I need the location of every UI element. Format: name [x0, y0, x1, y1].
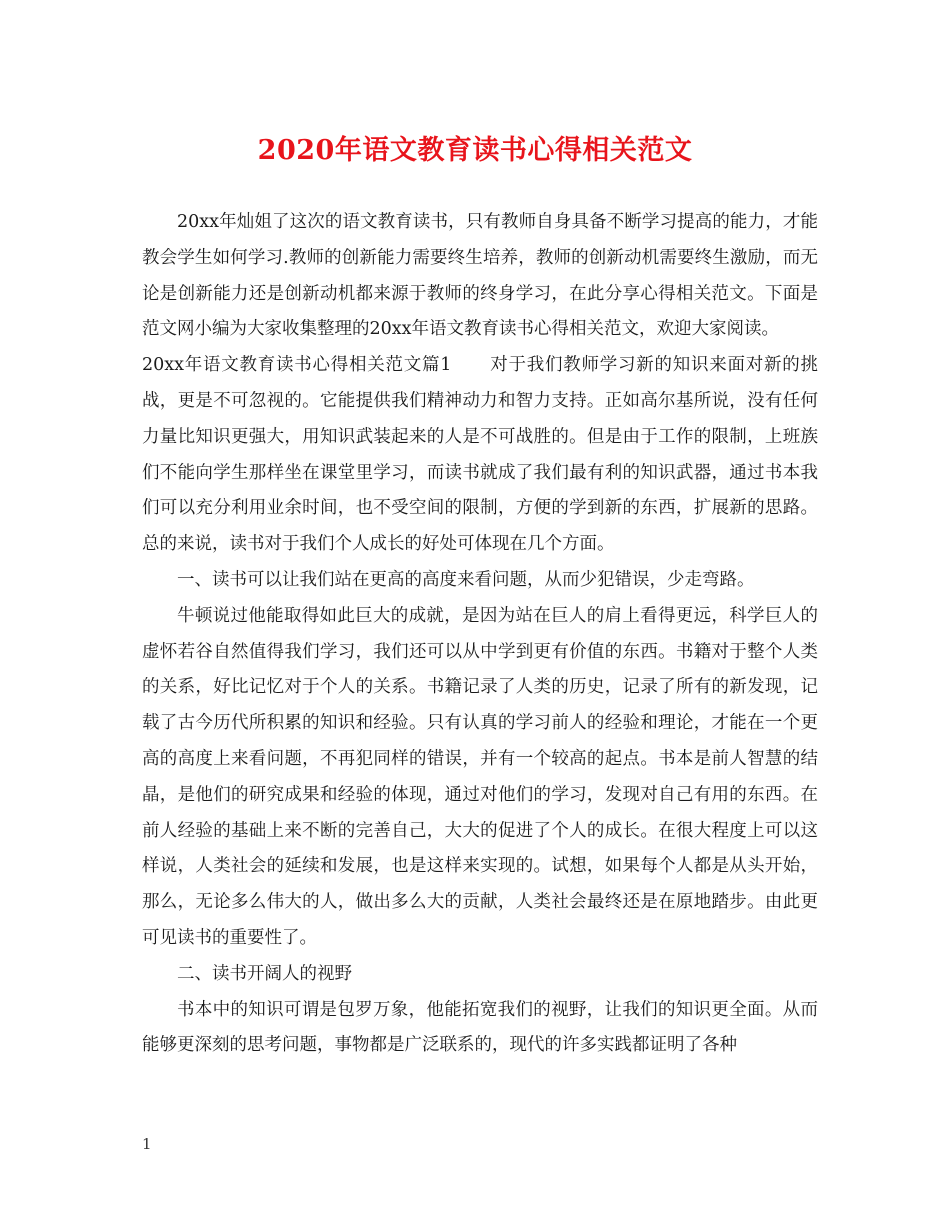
intro-paragraph: 20xx年灿姐了这次的语文教育读书，只有教师自身具备不断学习提高的能力，才能教会学生如何学习.教师的创新能力需要终生培养，教师的创新动机需要终生激励，而无论是创新能力还是创新动机都来源于教师的终身学习，在此分享心得相关范文。下面是范文网小编为大家收集整理的20xx年语文教育读书心得相关范文，欢迎大家阅读。: [142, 212, 818, 340]
point-one-paragraph: 牛顿说过他能取得如此巨大的成就，是因为站在巨人的肩上看得更远，科学巨人的虚怀若谷自然值得我们学习，我们还可以从中学到更有价值的东西。书籍对于整个人类的关系，好比记忆对于个人的关系。书籍记录了人类的历史，记录了所有的新发现，记载了古今历代所积累的知识和经验。只有认真的学习前人的经验和理论，才能在一个更高的高度上来看问题，不再犯同样的错误，并有一个较高的起点。书本是前人智慧的结晶，是他们的研究成果和经验的体现，通过对他们的学习，发现对自己有用的东西。在前人经验的基础上来不断的完善自己，大大的促进了个人的成长。在很大程度上可以这样说，人类社会的延续和发展，也是这样来实现的。试想，如果每个人都是从头开始，那么，无论多么伟大的人，做出多么大的贡献，人类社会最终还是在原地踏步。由此更可见读书的重要性了。: [142, 605, 818, 948]
page-number: 1: [142, 1135, 152, 1153]
section-heading: 20xx年语文教育读书心得相关范文篇1: [142, 355, 452, 376]
point-two-heading: 二、读书开阔人的视野: [177, 963, 352, 984]
point-one-heading: 一、读书可以让我们站在更高的高度来看问题，从而少犯错误，少走弯路。: [177, 569, 755, 590]
document-body: [142, 205, 818, 1064]
point-two-paragraph: 书本中的知识可谓是包罗万象，他能拓宽我们的视野，让我们的知识更全面。从而能够更深刻的思考问题，事物都是广泛联系的，现代的许多实践都证明了各种: [142, 999, 818, 1056]
section-paragraph: [142, 348, 818, 563]
document-title: 2020年语文教育读书心得相关范文: [257, 135, 693, 166]
section-body: 对于我们教师学习新的知识来面对新的挑战，更是不可忽视的。它能提供我们精神动力和智力支持。正如高尔基所说，没有任何力量比知识更强大，用知识武装起来的人是不可战胜的。但是由于工作的限制，上班族们不能向学生那样坐在课堂里学习，而读书就成了我们最有利的知识武器，通过书本我们可以充分利用业余时间，也不受空间的限制，方便的学到新的东西，扩展新的思路。总的来说，读书对于我们个人成长的好处可体现在几个方面。: [142, 355, 819, 555]
